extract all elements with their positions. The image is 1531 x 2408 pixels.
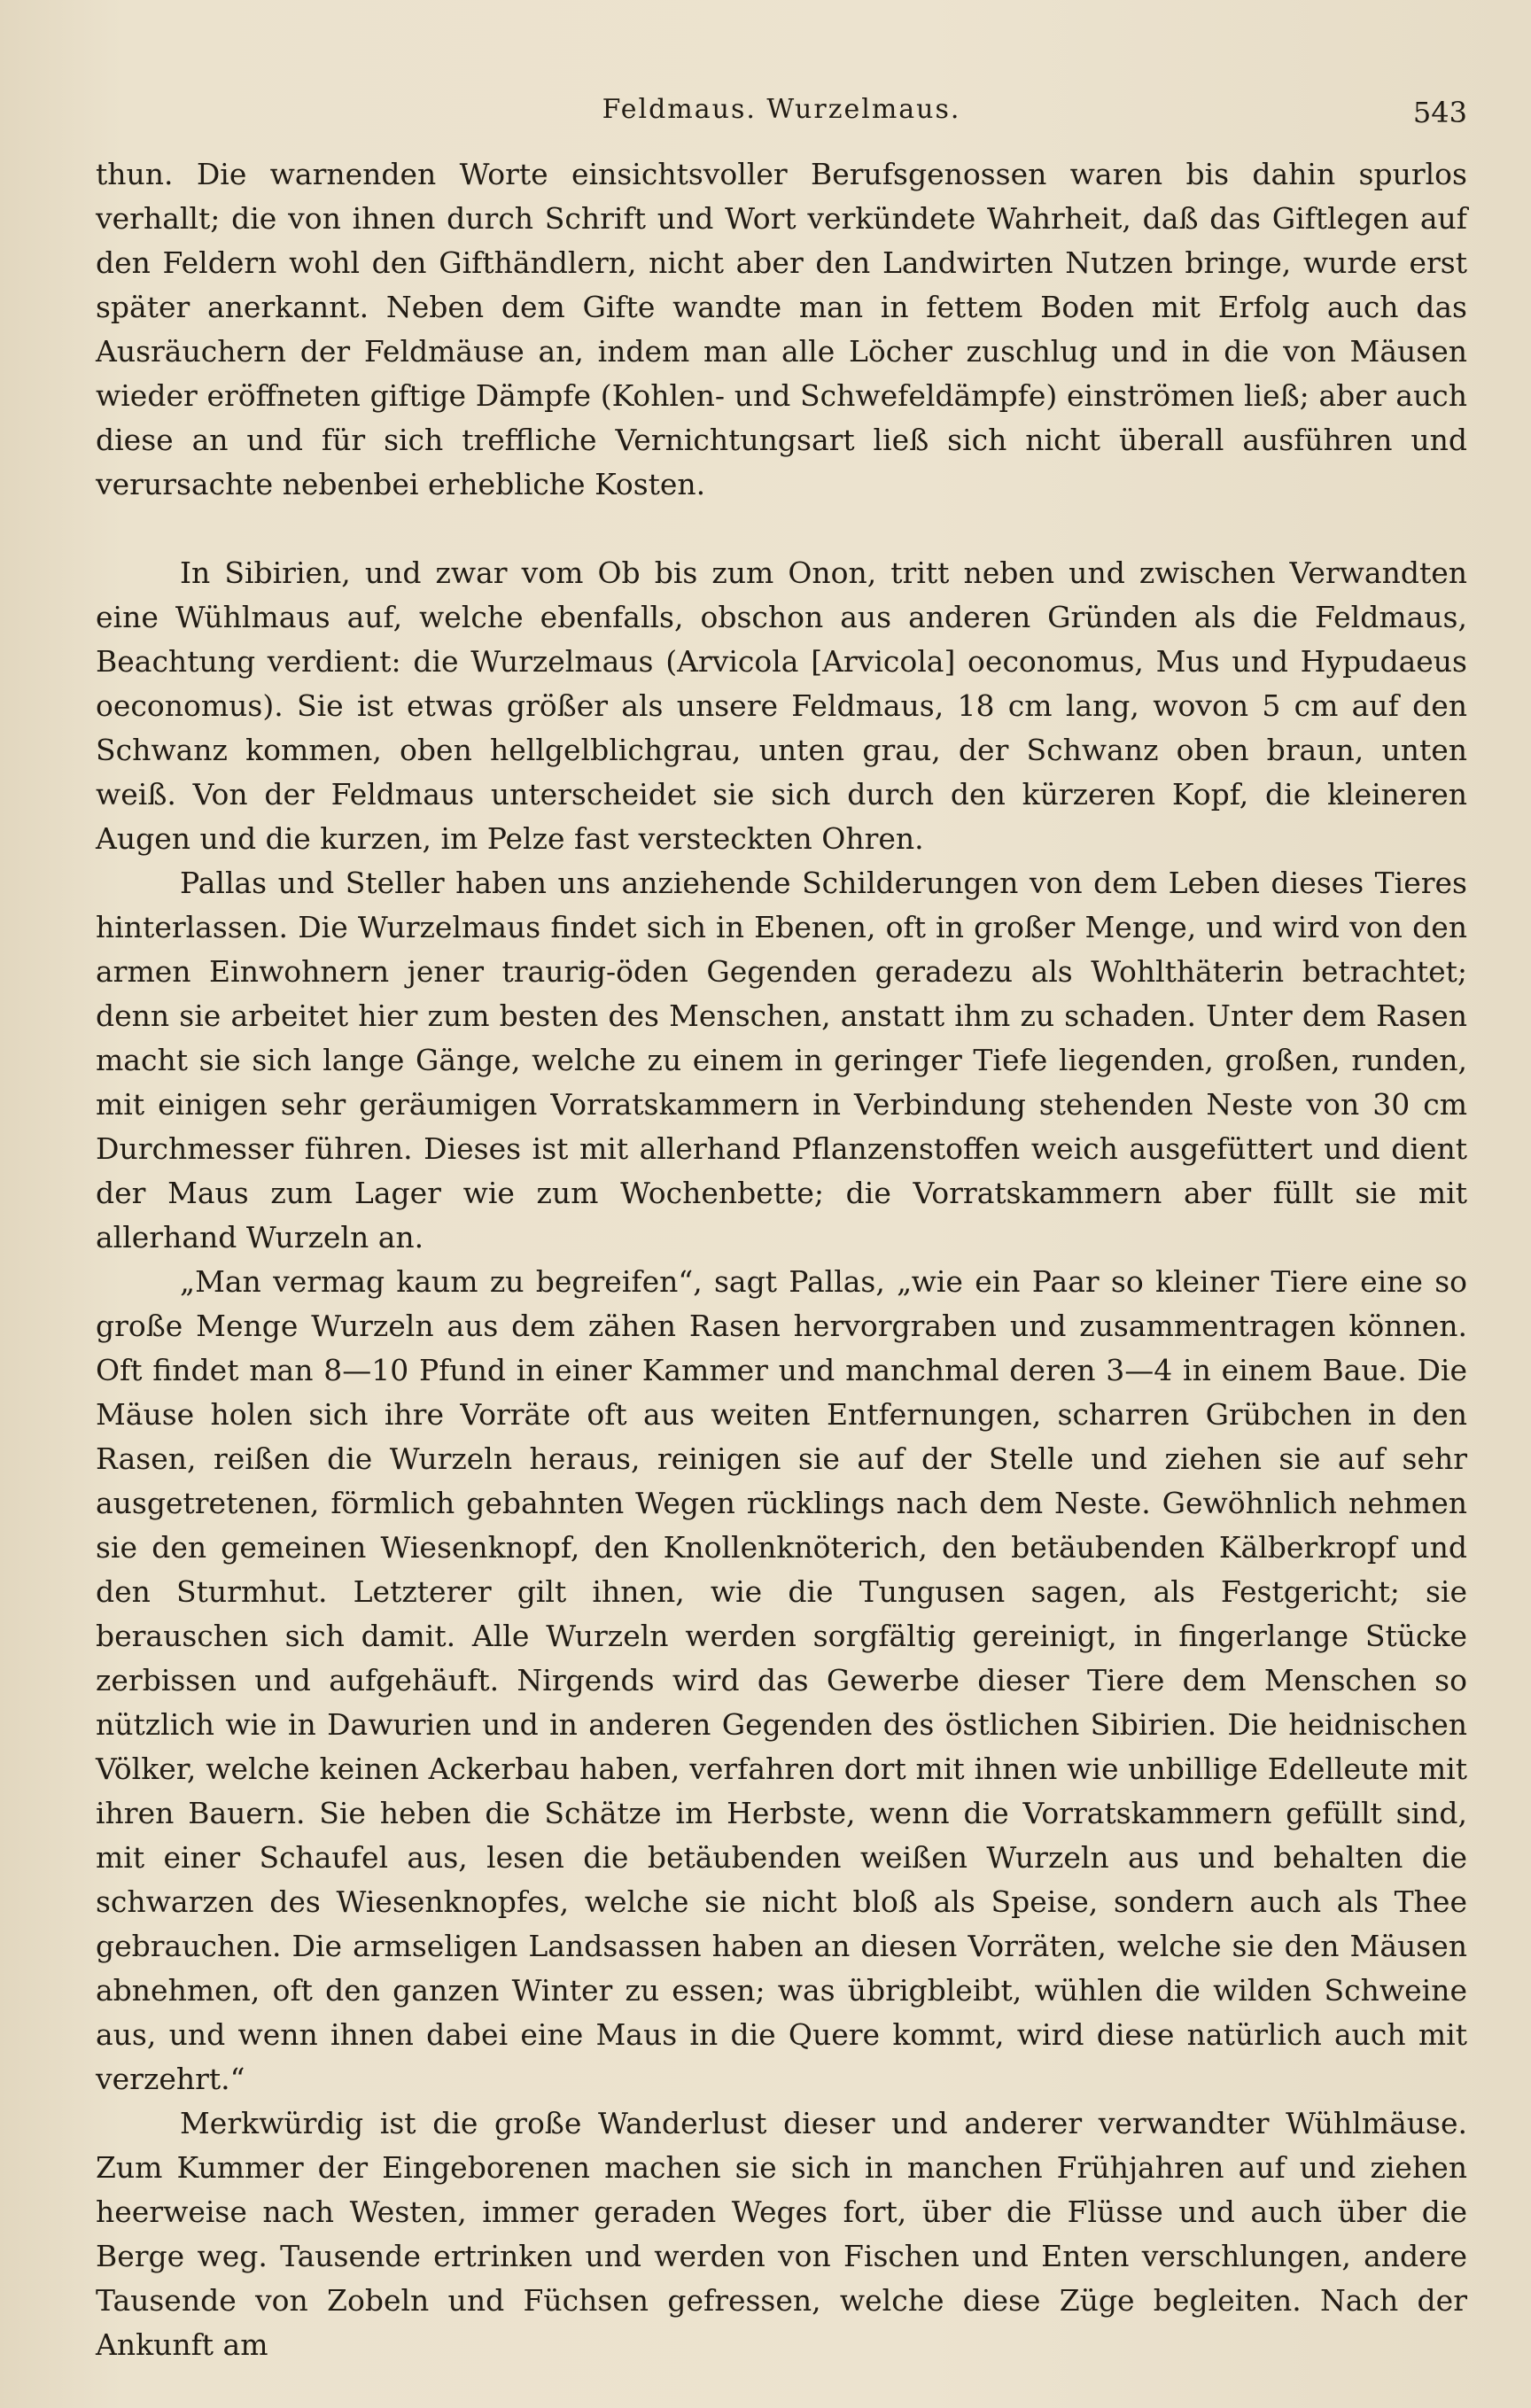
running-head <box>96 94 1467 135</box>
paragraph-continuation: thun. Die warnenden Worte einsichtsvoller Berufsgenossen waren bis dahin spurlos verhallt; die von ihnen durch Schrift und Wort verkündete Wahrheit, daß das Giftlegen auf den Feldern wohl den Gifthändlern, nicht aber den Landwirten Nutzen bringe, wurde erst später anerkannt. Neben dem Gifte wandte man in fettem Boden mit Erfolg auch das Ausräuchern der Feldmäuse an, indem man alle Löcher zuschlug und in die von Mäusen wieder eröffneten giftige Dämpfe (Kohlen- und Schwefeldämpfe) einströmen ließ; aber auch diese an und für sich treffliche Vernichtungsart ließ sich nicht überall ausführen und verursachte nebenbei erhebliche Kosten. <box>96 157 1467 501</box>
paragraph-pallas-steller: Pallas und Steller haben uns anziehende Schilderungen von dem Leben dieses Tieres hinterlassen. Die Wurzelmaus findet sich in Ebenen, oft in großer Menge, und wird von den armen Einwohnern jener traurig-öden Gegenden geradezu als Wohlthäterin betrachtet; denn sie arbeitet hier zum besten des Menschen, anstatt ihm zu schaden. Unter dem Rasen macht sie sich lange Gänge, welche zu einem in geringer Tiefe liegenden, großen, runden, mit einigen sehr geräumigen Vorratskammern in Verbindung stehenden Neste von 30 cm Durchmesser führen. Dieses ist mit allerhand Pflanzenstoffen weich ausgefüttert und dient der Maus zum Lager wie zum Wochenbette; die Vorratskammern aber füllt sie mit allerhand Wurzeln an. <box>96 866 1467 1254</box>
paragraph-wurzelmaus-intro: In Sibirien, und zwar vom Ob bis zum Onon, tritt neben und zwischen Verwandten eine Wühlmaus auf, welche ebenfalls, obschon aus anderen Gründen als die Feldmaus, Beachtung verdient: die Wurzelmaus (Arvicola [Arvicola] oeconomus, Mus und Hypudaeus oeconomus). Sie ist etwas größer als unsere Feldmaus, 18 cm lang, wovon 5 cm auf den Schwanz kommen, oben hellgelblichgrau, unten grau, der Schwanz oben braun, unten weiß. Von der Feldmaus unterscheidet sie sich durch den kürzeren Kopf, die kleineren Augen und die kurzen, im Pelze fast versteckten Ohren. <box>96 555 1467 856</box>
page-number: 543 <box>1412 96 1467 129</box>
body-text <box>96 152 1467 2367</box>
paragraph-wanderlust: Merkwürdig ist die große Wanderlust dieser und anderer verwandter Wühlmäuse. Zum Kummer der Eingeborenen machen sie sich in manchen Frühjahren auf und ziehen heerweise nach Westen, immer geraden Weges fort, über die Flüsse und auch über die Berge weg. Tausende ertrinken und werden von Fischen und Enten verschlungen, andere Tausende von Zobeln und Füchsen gefressen, welche diese Züge begleiten. Nach der Ankunft am <box>96 2106 1467 2362</box>
paragraph-pallas-quote: „Man vermag kaum zu begreifen“, sagt Pallas, „wie ein Paar so kleiner Tiere eine so große Menge Wurzeln aus dem zähen Rasen hervorgraben und zusammentragen können. Oft findet man 8—10 Pfund in einer Kammer und manchmal deren 3—4 in einem Baue. Die Mäuse holen sich ihre Vorräte oft aus weiten Entfernungen, scharren Grübchen in den Rasen, reißen die Wurzeln heraus, reinigen sie auf der Stelle und ziehen sie auf sehr ausgetretenen, förmlich gebahnten Wegen rücklings nach dem Neste. Gewöhnlich nehmen sie den gemeinen Wiesenknopf, den Knollenknöterich, den betäubenden Kälberkropf und den Sturmhut. Letzterer gilt ihnen, wie die Tungusen sagen, als Festgericht; sie berauschen sich damit. Alle Wurzeln werden sorgfältig gereinigt, in fingerlange Stücke zerbissen und aufgehäuft. Nirgends wird das Gewerbe dieser Tiere dem Menschen so nützlich wie in Dawurien und in anderen Gegenden des östlichen Sibirien. Die heidnischen Völker, welche keinen Ackerbau haben, verfahren dort mit ihnen wie unbillige Edelleute mit ihren Bauern. Sie heben die Schätze im Herbste, wenn die Vorratskammern gefüllt sind, mit einer Schaufel aus, lesen die betäubenden weißen Wurzeln aus und behalten die schwarzen des Wiesenknopfes, welche sie nicht bloß als Speise, sondern auch als Thee gebrauchen. Die armseligen Landsassen haben an diesen Vorräten, welche sie den Mäusen abnehmen, oft den ganzen Winter zu essen; was übrigbleibt, wühlen die wilden Schweine aus, und wenn ihnen dabei eine Maus in die Quere kommt, wird diese natürlich auch mit verzehrt.“ <box>96 1264 1467 2096</box>
running-title: Feldmaus. Wurzelmaus. <box>602 94 961 125</box>
